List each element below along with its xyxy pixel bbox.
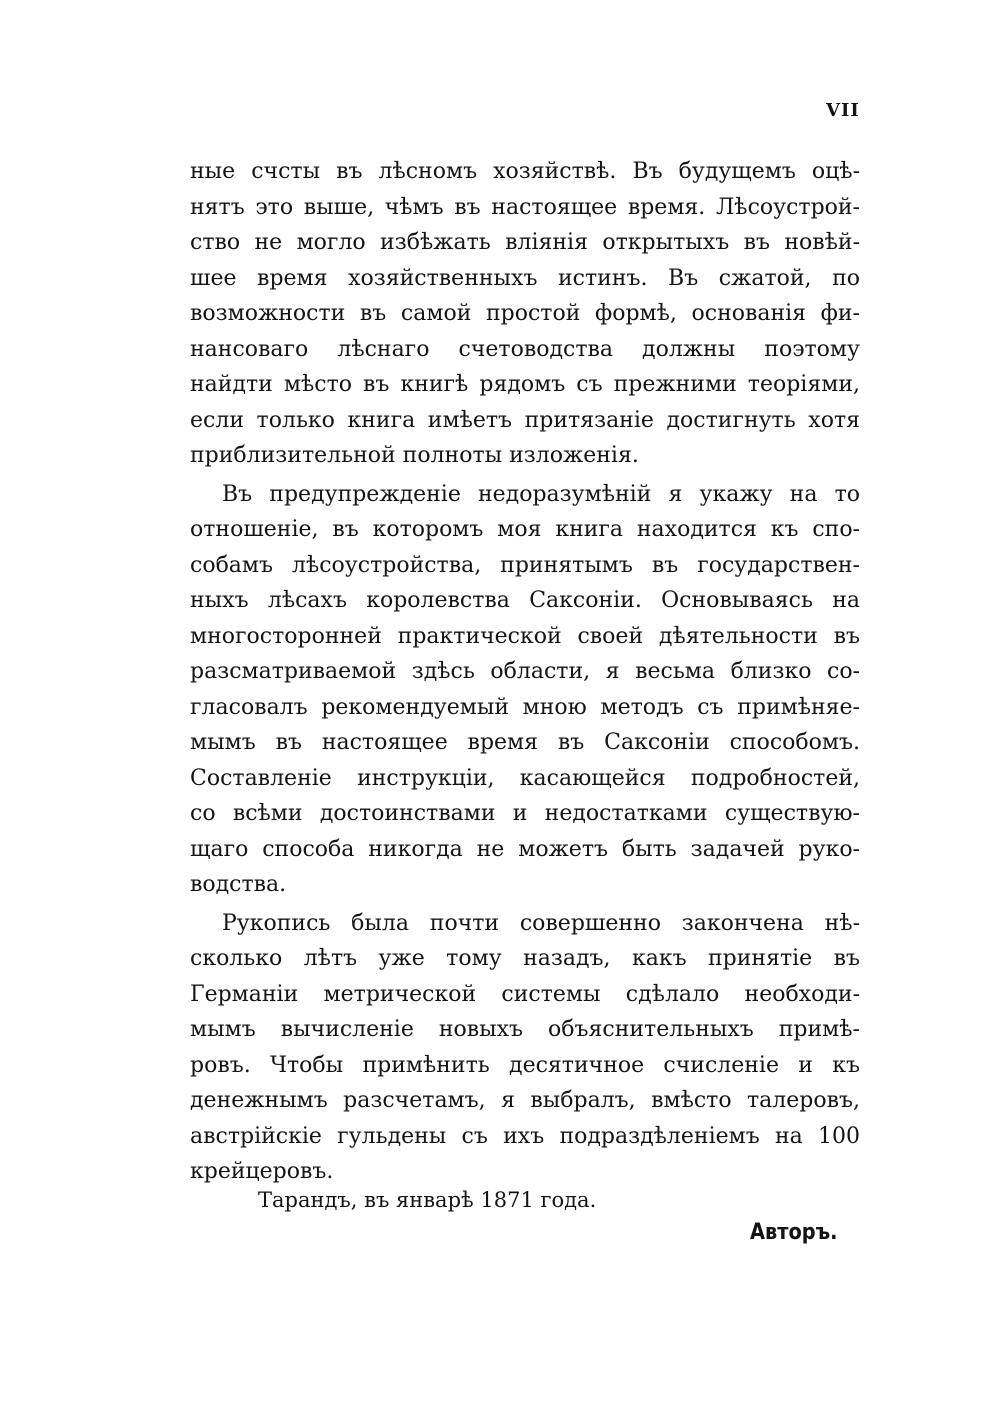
text-line: мымъ въ настоящее время въ Саксоніи способомъ.	[190, 730, 860, 755]
text-line: сколько лѣтъ уже тому назадъ, какъ принятіе въ	[190, 946, 860, 971]
paragraph-3	[190, 906, 860, 1190]
text-line: Составленіе инструкціи, касающейся подробностей,	[190, 765, 860, 791]
text-line: нятъ это выше, чѣмъ въ настоящее время. Лѣсоустрой-	[190, 194, 860, 220]
text-line: найдти мѣсто въ книгѣ рядомъ съ прежними теоріями,	[190, 372, 860, 397]
text-line: если только книга имѣетъ притязаніе достигнуть хотя	[190, 407, 860, 433]
text-line: ные счсты въ лѣсномъ хозяйствѣ. Въ будущемъ оцѣ-	[190, 159, 860, 184]
text-line: Рукопись была почти совершенно закончена нѣ-	[222, 910, 860, 936]
text-line: ныхъ лѣсахъ королевства Саксоніи. Основываясь на	[190, 588, 860, 613]
text-line: возможности въ самой простой формѣ, основанія фи-	[190, 301, 860, 326]
text-line: водства.	[190, 872, 287, 897]
text-line: со всѣми достоинствами и недостатками существую-	[190, 801, 860, 826]
body-text	[190, 154, 860, 1190]
text-line: многосторонней практической своей дѣятельности въ	[190, 623, 860, 649]
text-line: ровъ. Чтобы примѣнить десятичное счисленіе и къ	[190, 1052, 860, 1078]
text-line: приблизительной полноты изложенія.	[190, 443, 639, 468]
text-line: мымъ вычисленіе новыхъ объяснительныхъ примѣ-	[190, 1017, 860, 1042]
text-line: шее время хозяйственныхъ истинъ. Въ сжатой, по	[190, 265, 860, 291]
page-number: VII	[826, 100, 860, 121]
text-line: крейцеровъ.	[190, 1159, 334, 1184]
text-line: Въ предупрежденіе недоразумѣній я укажу на то	[222, 481, 860, 507]
text-line: гласовалъ рекомендуемый мною методъ съ примѣняе-	[190, 694, 860, 720]
text-line: разсматриваемой здѣсь области, я весьма близко со-	[190, 659, 860, 684]
author-signature: Авторъ.	[750, 1220, 838, 1245]
text-line: Германіи метрической системы сдѣлало необходи-	[190, 981, 860, 1007]
text-line: отношеніе, въ которомъ моя книга находится къ спо-	[190, 517, 860, 542]
place-and-date: Тарандъ, въ январѣ 1871 года.	[258, 1188, 597, 1212]
text-line: нансоваго лѣснаго счетоводства должны поэтому	[190, 336, 860, 362]
text-line: щаго способа никогда не можетъ быть задачей руко-	[190, 836, 860, 862]
text-line: собамъ лѣсоустройства, принятымъ въ государствен-	[190, 552, 860, 578]
text-line: австрійскіе гульдены съ ихъ подраздѣленіемъ на 100	[190, 1123, 860, 1149]
paragraph-2	[190, 477, 860, 903]
paragraph-1	[190, 154, 860, 474]
text-line: денежнымъ разсчетамъ, я выбралъ, вмѣсто талеровъ,	[190, 1088, 860, 1113]
text-line: ство не могло избѣжать вліянія открытыхъ въ новѣй-	[190, 230, 860, 255]
